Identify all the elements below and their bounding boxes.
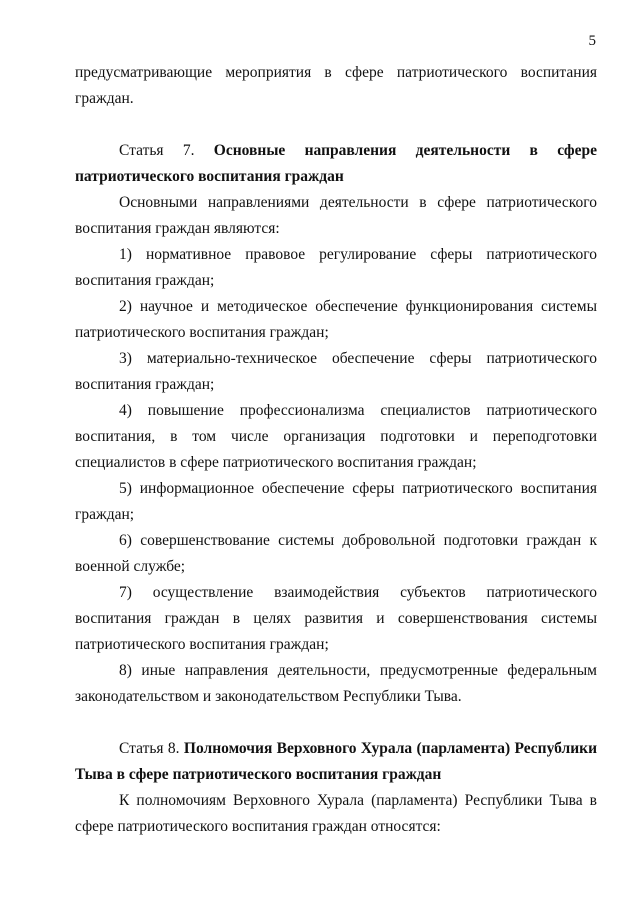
article-7-item-5: 5) информационное обеспечение сферы патриотического воспитания граждан;: [75, 480, 597, 523]
article-7-item-2: 2) научное и методическое обеспечение функционирования системы патриотического воспитания граждан;: [75, 298, 597, 341]
page-number: 5: [588, 33, 596, 49]
article-7-item-6: 6) совершенствование системы добровольной подготовки граждан к военной службе;: [75, 532, 597, 575]
article-8-prefix: Статья 8.: [119, 740, 180, 757]
article-7-item-8: 8) иные направления деятельности, предусмотренные федеральным законодательством и законодательством Республики Тыва.: [75, 662, 597, 705]
document-body: [75, 60, 597, 840]
article-8-lead: К полномочиям Верховного Хурала (парламента) Республики Тыва в сфере патриотического воспитания граждан относятся:: [75, 792, 597, 835]
article-7-item-1: 1) нормативное правовое регулирование сферы патриотического воспитания граждан;: [75, 246, 597, 289]
article-7-heading: [75, 138, 597, 190]
article-7-title: Основные направления деятельности в сфере патриотического воспитания граждан: [75, 142, 597, 185]
article-7-prefix: Статья 7.: [119, 142, 195, 159]
article-8-heading: [75, 736, 597, 788]
article-7-lead: Основными направлениями деятельности в сфере патриотического воспитания граждан являются:: [75, 194, 597, 237]
article-7-item-7: 7) осуществление взаимодействия субъектов патриотического воспитания граждан в целях развития и совершенствования системы патриотического воспитания граждан;: [75, 584, 597, 653]
article-8-title: Полномочия Верховного Хурала (парламента) Республики Тыва в сфере патриотического воспитания граждан: [75, 740, 597, 783]
article-7-item-4: 4) повышение профессионализма специалистов патриотического воспитания, в том числе организация подготовки и переподготовки специалистов в сфере патриотического воспитания граждан;: [75, 402, 597, 471]
article-7-item-3: 3) материально-техническое обеспечение сферы патриотического воспитания граждан;: [75, 350, 597, 393]
intro-paragraph: предусматривающие мероприятия в сфере патриотического воспитания граждан.: [75, 64, 597, 107]
